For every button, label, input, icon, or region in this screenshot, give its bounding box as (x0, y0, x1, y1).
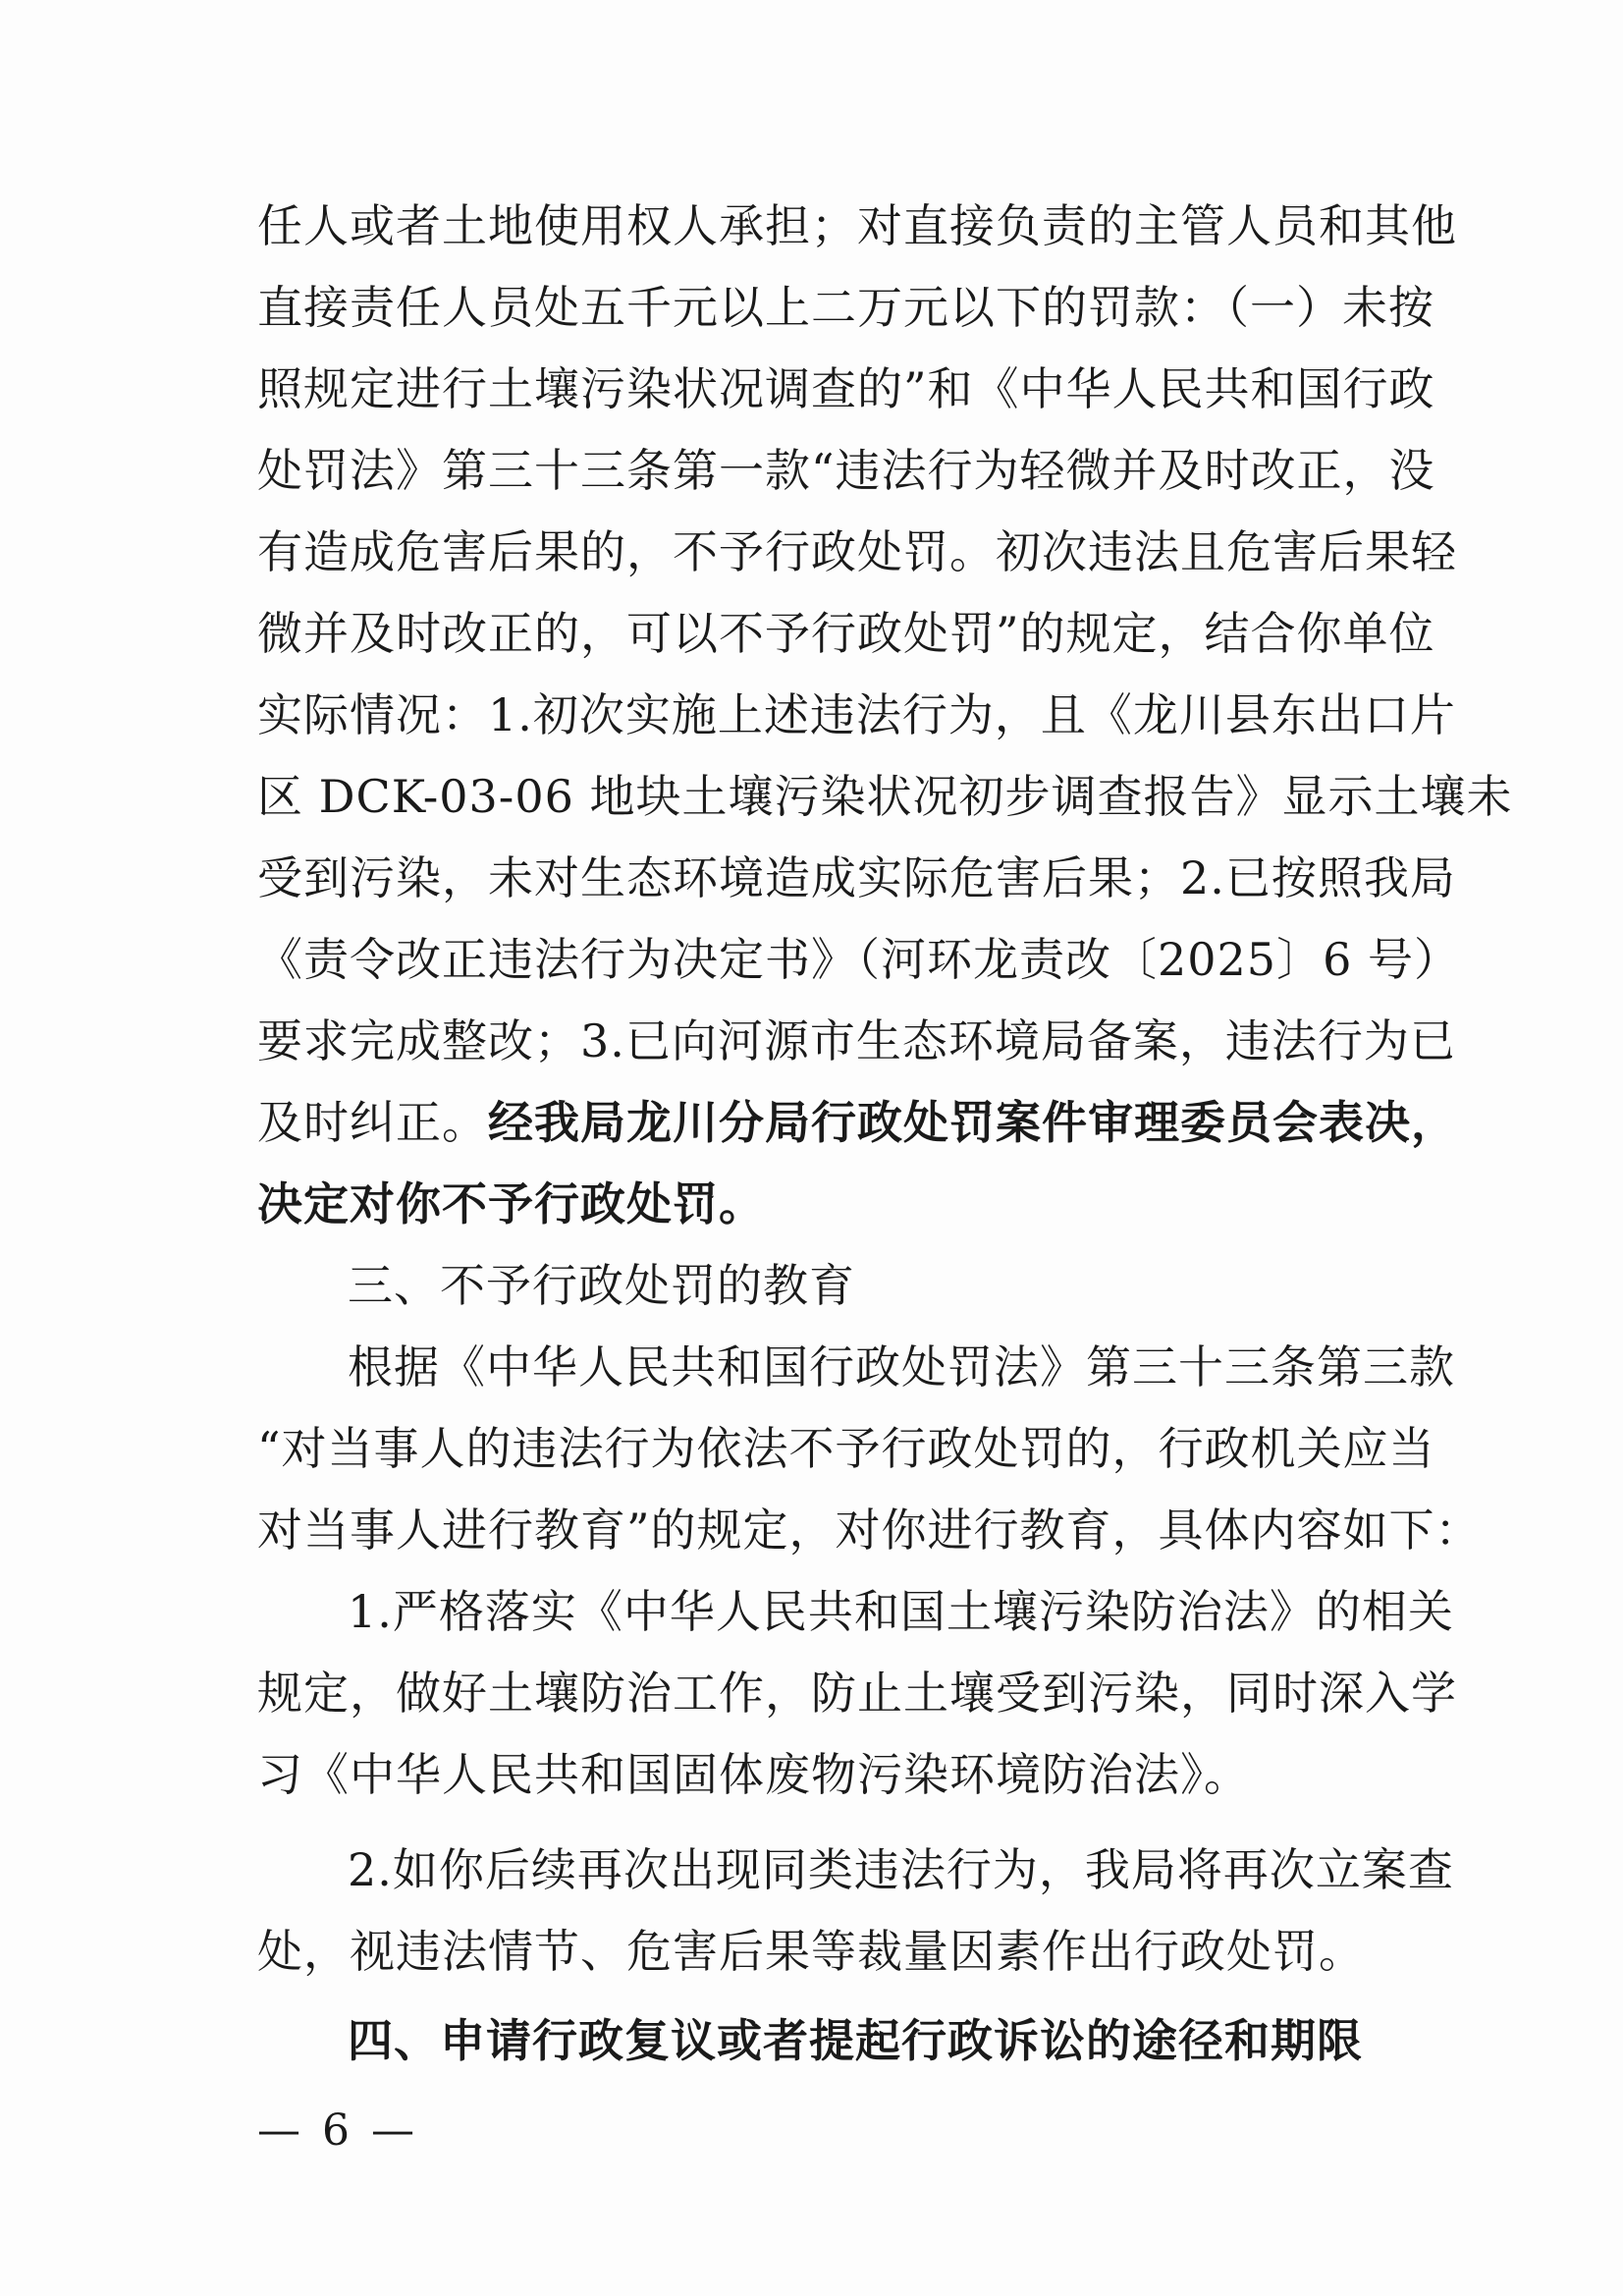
paragraph-line: 根据《中华人民共和国行政处罚法》第三十三条第三款 (348, 1340, 1455, 1394)
list-item-line: 2.如你后续再次出现同类违法行为，我局将再次立案查 (348, 1843, 1454, 1896)
list-item-line: 规定，做好土壤防治工作，防止土壤受到污染，同时深入学 (257, 1667, 1457, 1720)
list-item-line: 习《中华人民共和国固体废物污染环境防治法》。 (257, 1748, 1250, 1801)
paragraph-line: 任人或者土地使用权人承担；对直接负责的主管人员和其他 (257, 199, 1457, 252)
decision-bold-line: 决定对你不予行政处罚。 (257, 1177, 765, 1230)
paragraph-line: 要求完成整改；3.已向河源市生态环境局备案，违法行为已 (257, 1014, 1456, 1067)
paragraph-line: 实际情况：1.初次实施上述违法行为，且《龙川县东出口片 (257, 688, 1456, 741)
page-number: — 6 — (257, 2105, 418, 2156)
paragraph-line: 照规定进行土壤污染状况调查的”和《中华人民共和国行政 (257, 362, 1435, 415)
paragraph-line: 微并及时改正的，可以不予行政处罚”的规定，结合你单位 (257, 607, 1435, 660)
decision-bold-text: 经我局龙川分局行政处罚案件审理委员会表决， (488, 1096, 1457, 1149)
section-heading-appeal: 四、申请行政复议或者提起行政诉讼的途径和期限 (348, 2014, 1363, 2067)
section-heading-education: 三、不予行政处罚的教育 (348, 1259, 855, 1312)
paragraph-line: 《责令改正违法行为决定书》（河环龙责改〔2025〕6 号） (257, 933, 1460, 986)
list-item-line: 1.严格落实《中华人民共和国土壤污染防治法》的相关 (348, 1585, 1454, 1638)
paragraph-line: 处罚法》第三十三条第一款“违法行为轻微并及时改正，没 (257, 444, 1435, 497)
paragraph-line: “对当事人的违法行为依法不予行政处罚的，行政机关应当 (257, 1422, 1435, 1475)
paragraph-line-mixed (257, 1093, 1457, 1152)
paragraph-line: 受到污染，未对生态环境造成实际危害后果；2.已按照我局 (257, 851, 1456, 904)
paragraph-line: 区 DCK-03-06 地块土壤污染状况初步调查报告》显示土壤未 (257, 770, 1513, 823)
list-item-line: 处，视违法情节、危害后果等裁量因素作出行政处罚。 (257, 1925, 1365, 1978)
paragraph-line: 对当事人进行教育”的规定，对你进行教育，具体内容如下： (257, 1503, 1482, 1557)
paragraph-line: 有造成危害后果的，不予行政处罚。初次违法且危害后果轻 (257, 525, 1457, 578)
plain-text: 及时纠正。 (257, 1096, 488, 1149)
paragraph-line: 直接责任人员处五千元以上二万元以下的罚款：（一）未按 (257, 281, 1434, 334)
